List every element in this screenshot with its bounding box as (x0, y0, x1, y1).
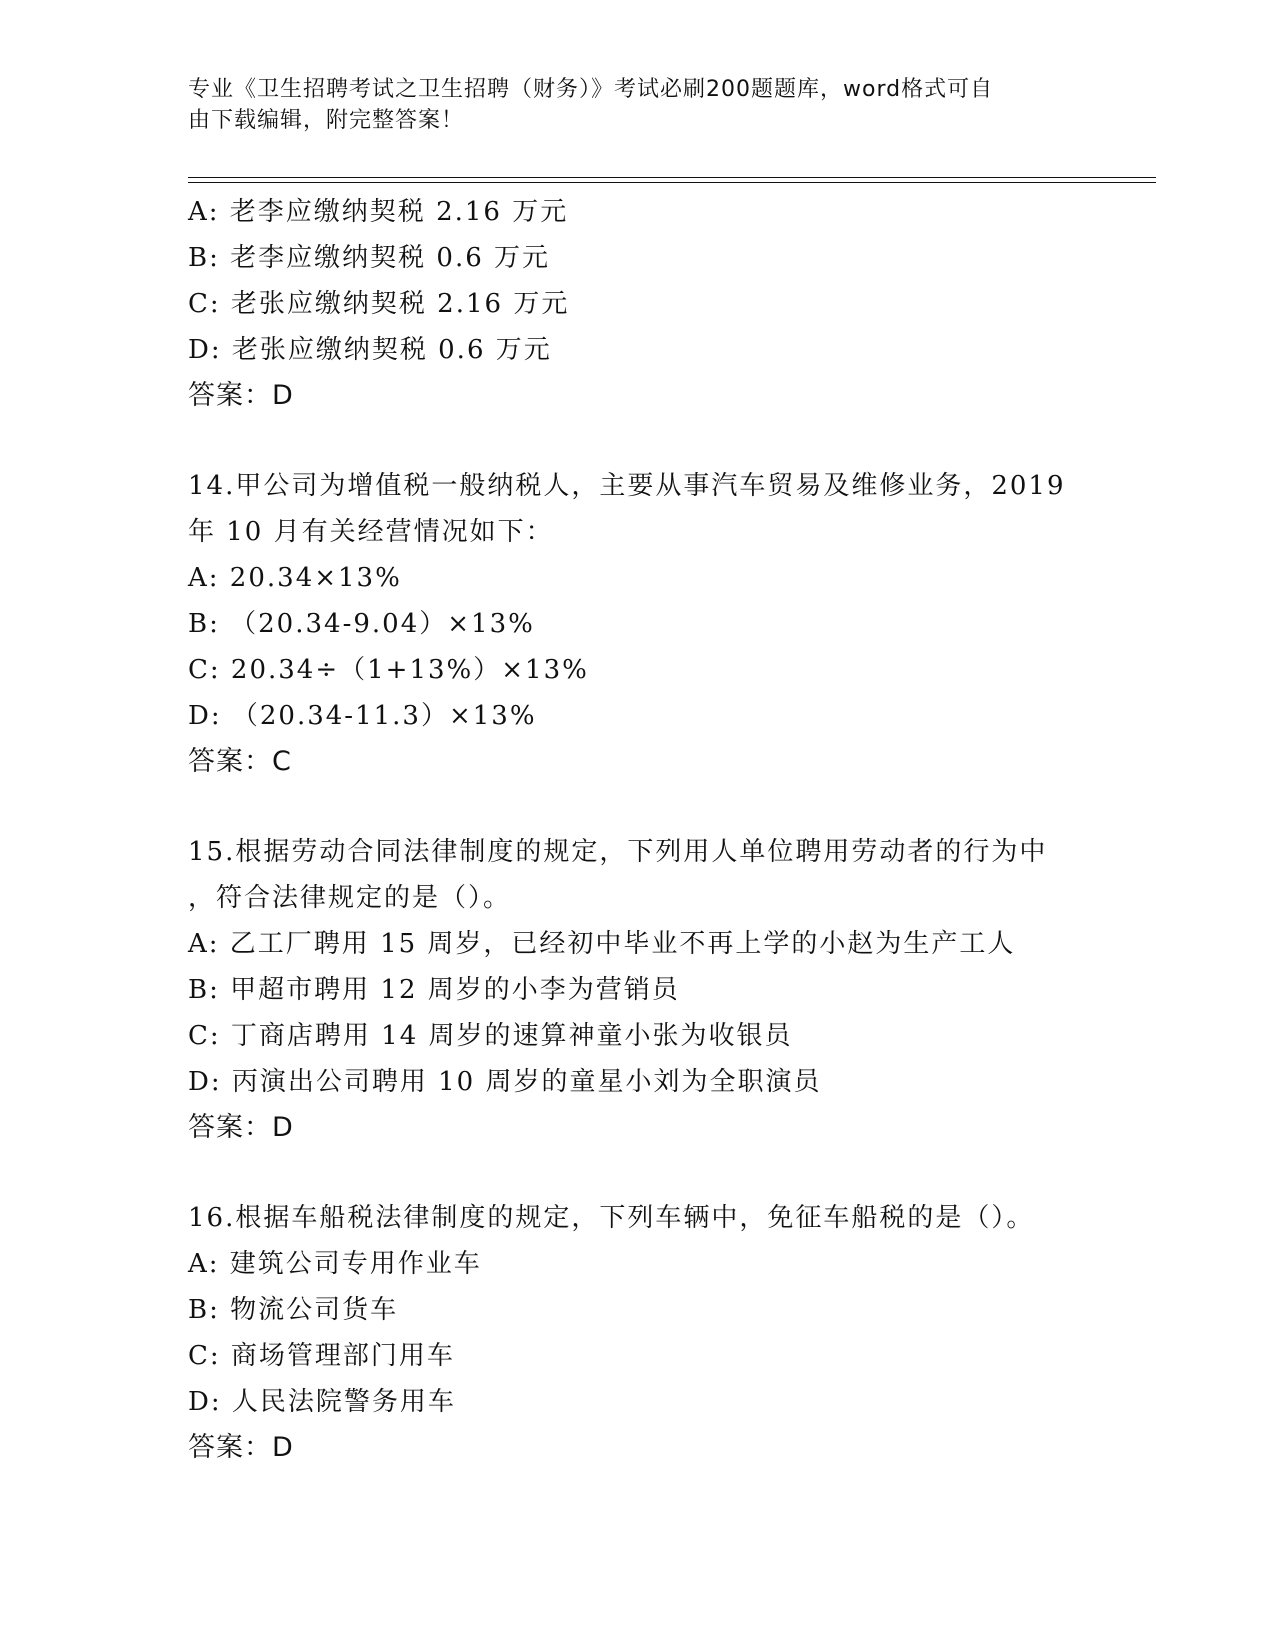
question-list (188, 189, 1088, 1471)
option-b: B: 物流公司货车 (188, 1295, 399, 1325)
question-stem-line-2: 年 10 月有关经营情况如下： (188, 517, 554, 547)
question-14 (188, 463, 1088, 785)
question-stem-line-1: 16.根据车船税法律制度的规定，下列车辆中，免征车船税的是（）。 (188, 1203, 1035, 1233)
option-a: A: 老李应缴纳契税 2.16 万元 (188, 197, 569, 227)
option-c: C: 老张应缴纳契税 2.16 万元 (188, 289, 570, 319)
answer-line: 答案：D (188, 380, 294, 411)
option-b: B: （20.34-9.04）×13% (188, 609, 535, 639)
option-c: C: 丁商店聘用 14 周岁的速算神童小张为收银员 (188, 1021, 793, 1051)
option-a: A: 20.34×13% (188, 563, 402, 593)
option-c: C: 20.34÷（1+13%）×13% (188, 655, 589, 685)
header-divider-bottom (188, 182, 1156, 183)
document-header (188, 74, 1068, 136)
header-line-2: 由下载编辑，附完整答案！ (188, 108, 465, 133)
question-gap (188, 1151, 1088, 1195)
question-gap (188, 419, 1088, 463)
option-b: B: 老李应缴纳契税 0.6 万元 (188, 243, 551, 273)
question-stem-line-2: ，符合法律规定的是（）。 (188, 883, 512, 913)
question-13 (188, 189, 1088, 419)
header-divider-top (188, 177, 1156, 178)
option-c: C: 商场管理部门用车 (188, 1341, 455, 1371)
question-gap (188, 785, 1088, 829)
question-stem-line-1: 15.根据劳动合同法律制度的规定，下列用人单位聘用劳动者的行为中 (188, 837, 1048, 867)
question-stem-line-1: 14.甲公司为增值税一般纳税人，主要从事汽车贸易及维修业务，2019 (188, 471, 1066, 501)
answer-line: 答案：D (188, 1112, 294, 1143)
option-a: A: 建筑公司专用作业车 (188, 1249, 482, 1279)
option-d: D: 老张应缴纳契税 0.6 万元 (188, 335, 552, 365)
option-d: D: （20.34-11.3）×13% (188, 701, 537, 731)
answer-line: 答案：C (188, 746, 292, 777)
option-d: D: 丙演出公司聘用 10 周岁的童星小刘为全职演员 (188, 1067, 822, 1097)
question-15 (188, 829, 1088, 1151)
option-d: D: 人民法院警务用车 (188, 1387, 456, 1417)
option-b: B: 甲超市聘用 12 周岁的小李为营销员 (188, 975, 680, 1005)
question-16 (188, 1195, 1088, 1471)
answer-line: 答案：D (188, 1432, 294, 1463)
option-a: A: 乙工厂聘用 15 周岁，已经初中毕业不再上学的小赵为生产工人 (188, 929, 1016, 959)
header-line-1: 专业《卫生招聘考试之卫生招聘（财务）》考试必刷200题题库，word格式可自 (188, 77, 994, 102)
